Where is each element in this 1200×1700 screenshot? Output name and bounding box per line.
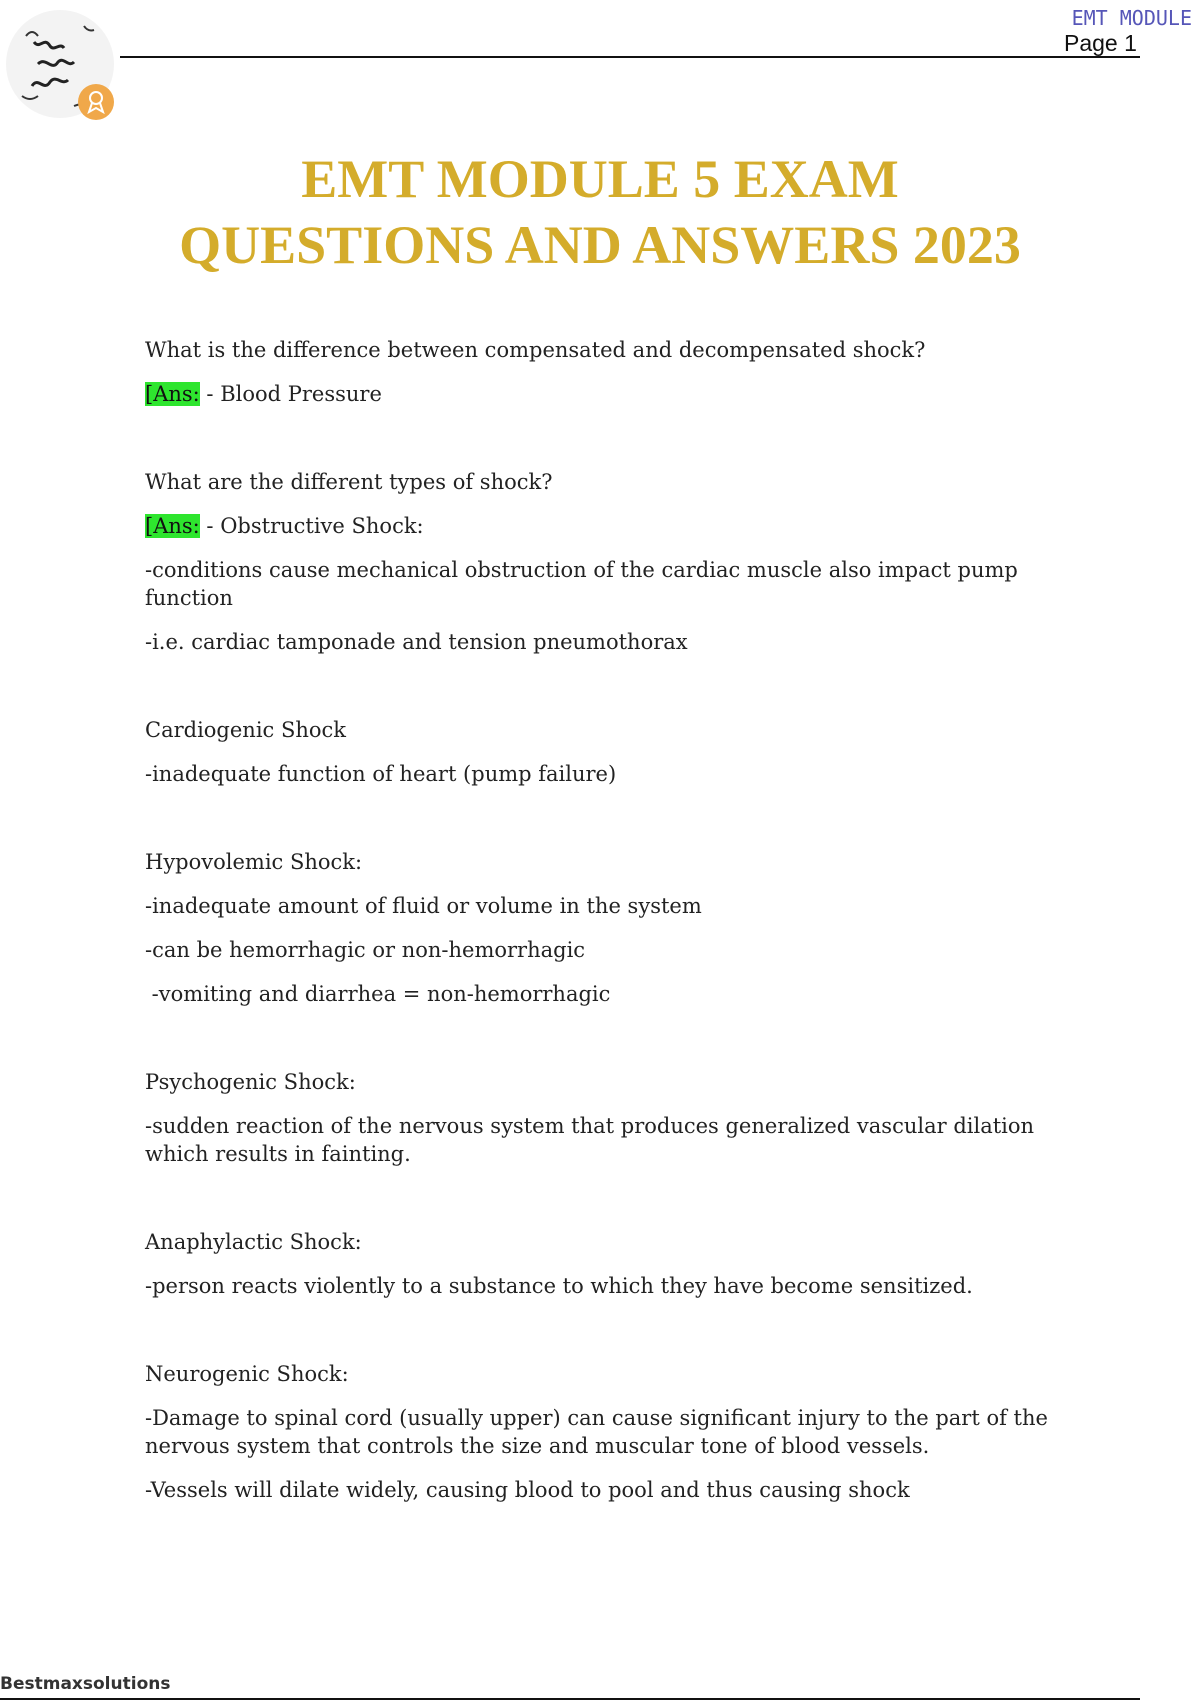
you-got-this-badge-icon [4,6,118,124]
section-heading: Hypovolemic Shock: [145,850,363,874]
header-divider [120,56,1140,58]
qa-item [145,336,1065,408]
section-line: -person reacts violently to a substance to which they have become sensitized. [145,1274,973,1298]
question: What is the difference between compensated and decompensated shock? [145,338,926,362]
section-line: -inadequate function of heart (pump failure) [145,762,617,786]
answer-detail: -conditions cause mechanical obstruction of the cardiac muscle also impact pump function [145,558,1018,610]
section-line: -can be hemorrhagic or non-hemorrhagic [145,938,586,962]
shock-section-anaphylactic [145,1228,1065,1300]
section-line: -Vessels will dilate widely, causing blood to pool and thus causing shock [145,1478,910,1502]
title-line-1: EMT MODULE 5 EXAM [301,149,899,209]
footer-brand: Bestmaxsolutions [0,1674,171,1694]
answer [145,380,1065,408]
document-title [0,146,1200,278]
question: What are the different types of shock? [145,470,553,494]
section-line: -inadequate amount of fluid or volume in the system [145,894,702,918]
section-heading: Neurogenic Shock: [145,1362,349,1386]
section-heading: Anaphylactic Shock: [145,1230,362,1254]
shock-section-neurogenic [145,1360,1065,1504]
qa-item [145,468,1065,656]
shock-section-hypovolemic [145,848,1065,1008]
page-number: Page 1 [1064,30,1137,56]
answer-text: - Blood Pressure [199,382,382,406]
answer [145,512,1065,540]
logo-graphic [4,6,118,124]
document-body [145,336,1065,1564]
answer-text: - Obstructive Shock: [199,514,424,538]
shock-section-psychogenic [145,1068,1065,1168]
section-heading: Cardiogenic Shock [145,718,347,742]
section-line: -Damage to spinal cord (usually upper) can cause significant injury to the part of the nervous system that controls the size and muscular tone of blood vessels. [145,1406,1048,1458]
section-line: -sudden reaction of the nervous system that produces generalized vascular dilation which results in fainting. [145,1114,1035,1166]
answer-detail: -i.e. cardiac tamponade and tension pneumothorax [145,630,688,654]
answer-tag: [Ans: [145,514,200,538]
answer-tag: [Ans: [145,382,200,406]
section-heading: Psychogenic Shock: [145,1070,356,1094]
section-line: -vomiting and diarrhea = non-hemorrhagic [145,982,611,1006]
header-module-label: EMT MODULE [1071,6,1192,30]
shock-section-cardiogenic [145,716,1065,788]
title-line-2: QUESTIONS AND ANSWERS 2023 [179,215,1021,275]
